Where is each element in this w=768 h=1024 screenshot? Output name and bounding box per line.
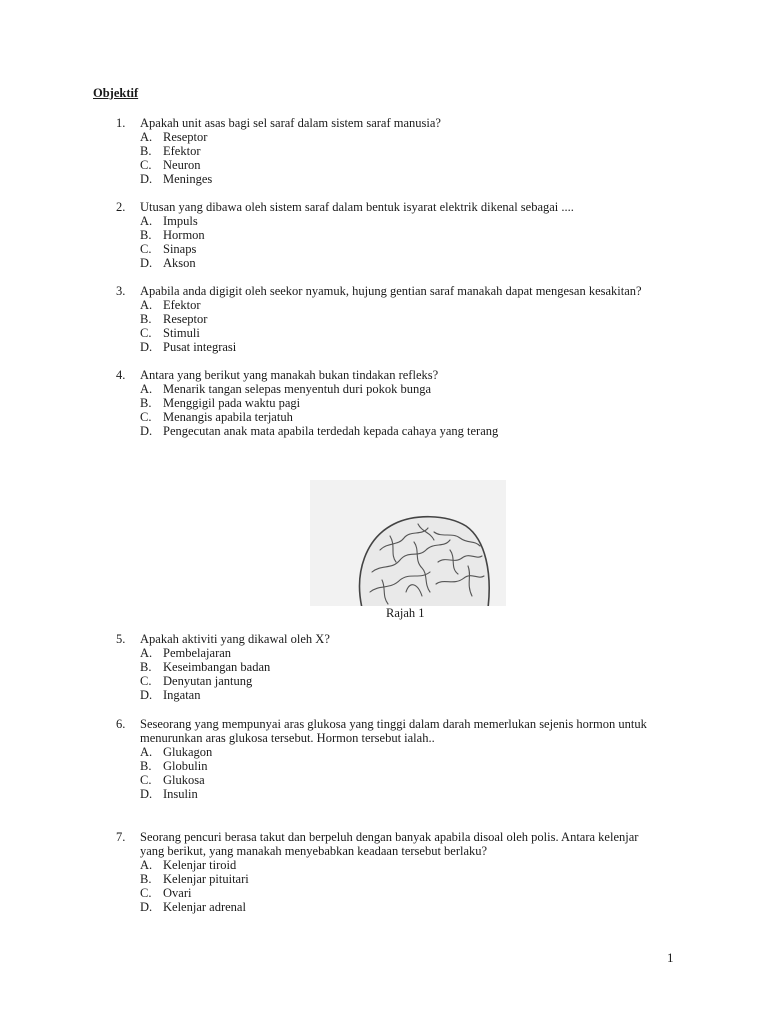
section-heading: Objektif [93,86,139,100]
question-6 [116,717,716,801]
brain-illustration-icon [310,480,506,606]
question-number: 4. [116,368,126,382]
option-d: D. Pengecutan anak mata apabila terdedah kepada cahaya yang terang [140,424,499,438]
option-d: D. Akson [140,256,196,270]
figure-caption: Rajah 1 [386,606,425,620]
option-a: A. Reseptor [140,130,208,144]
question-1 [116,116,716,186]
question-3 [116,284,716,354]
option-d: D. Insulin [140,787,198,801]
question-number: 7. [116,830,126,844]
question-stem-line-2: yang berikut, yang manakah menyebabkan keadaan tersebut berlaku? [140,844,488,858]
option-d: D. Pusat integrasi [140,340,237,354]
question-2 [116,200,716,270]
page-number: 1 [667,950,674,965]
option-c: C. Glukosa [140,773,205,787]
option-b: B. Hormon [140,228,205,242]
option-b: B. Kelenjar pituitari [140,872,249,886]
option-b: B. Efektor [140,144,201,158]
option-c: C. Sinaps [140,242,197,256]
option-d: D. Kelenjar adrenal [140,900,246,914]
question-number: 3. [116,284,126,298]
question-stem-line-1: Seseorang yang mempunyai aras glukosa yang tinggi dalam darah memerlukan sejenis hormon untuk [140,717,647,731]
question-stem: Apabila anda digigit oleh seekor nyamuk, hujung gentian saraf manakah dapat mengesan kesakitan? [140,284,642,298]
option-b: B. Keseimbangan badan [140,660,271,674]
question-stem: Apakah aktiviti yang dikawal oleh X? [140,632,330,646]
option-b: B. Globulin [140,759,208,773]
option-a: A. Glukagon [140,745,213,759]
question-stem-line-1: Seorang pencuri berasa takut dan berpeluh dengan banyak apabila disoal oleh polis. Antara kelenjar [140,830,639,844]
option-d: D. Ingatan [140,688,201,702]
option-a: A. Efektor [140,298,201,312]
option-c: C. Neuron [140,158,201,172]
question-number: 1. [116,116,126,130]
option-b: B. Reseptor [140,312,208,326]
question-5 [116,632,716,702]
brain-figure [310,480,506,606]
option-a: A. Pembelajaran [140,646,232,660]
question-number: 2. [116,200,126,214]
option-a: A. Impuls [140,214,198,228]
option-d: D. Meninges [140,172,213,186]
question-stem: Antara yang berikut yang manakah bukan tindakan refleks? [140,368,439,382]
option-c: C. Menangis apabila terjatuh [140,410,293,424]
option-a: A. Menarik tangan selepas menyentuh duri pokok bunga [140,382,431,396]
option-c: C. Stimuli [140,326,200,340]
question-stem: Utusan yang dibawa oleh sistem saraf dalam bentuk isyarat elektrik dikenal sebagai .... [140,200,574,214]
question-4 [116,368,716,438]
option-a: A. Kelenjar tiroid [140,858,237,872]
option-b: B. Menggigil pada waktu pagi [140,396,301,410]
option-c: C. Ovari [140,886,192,900]
question-number: 6. [116,717,126,731]
option-c: C. Denyutan jantung [140,674,253,688]
question-stem: Apakah unit asas bagi sel saraf dalam sistem saraf manusia? [140,116,441,130]
question-7 [116,830,716,914]
question-number: 5. [116,632,126,646]
question-stem-line-2: menurunkan aras glukosa tersebut. Hormon tersebut ialah.. [140,731,435,745]
